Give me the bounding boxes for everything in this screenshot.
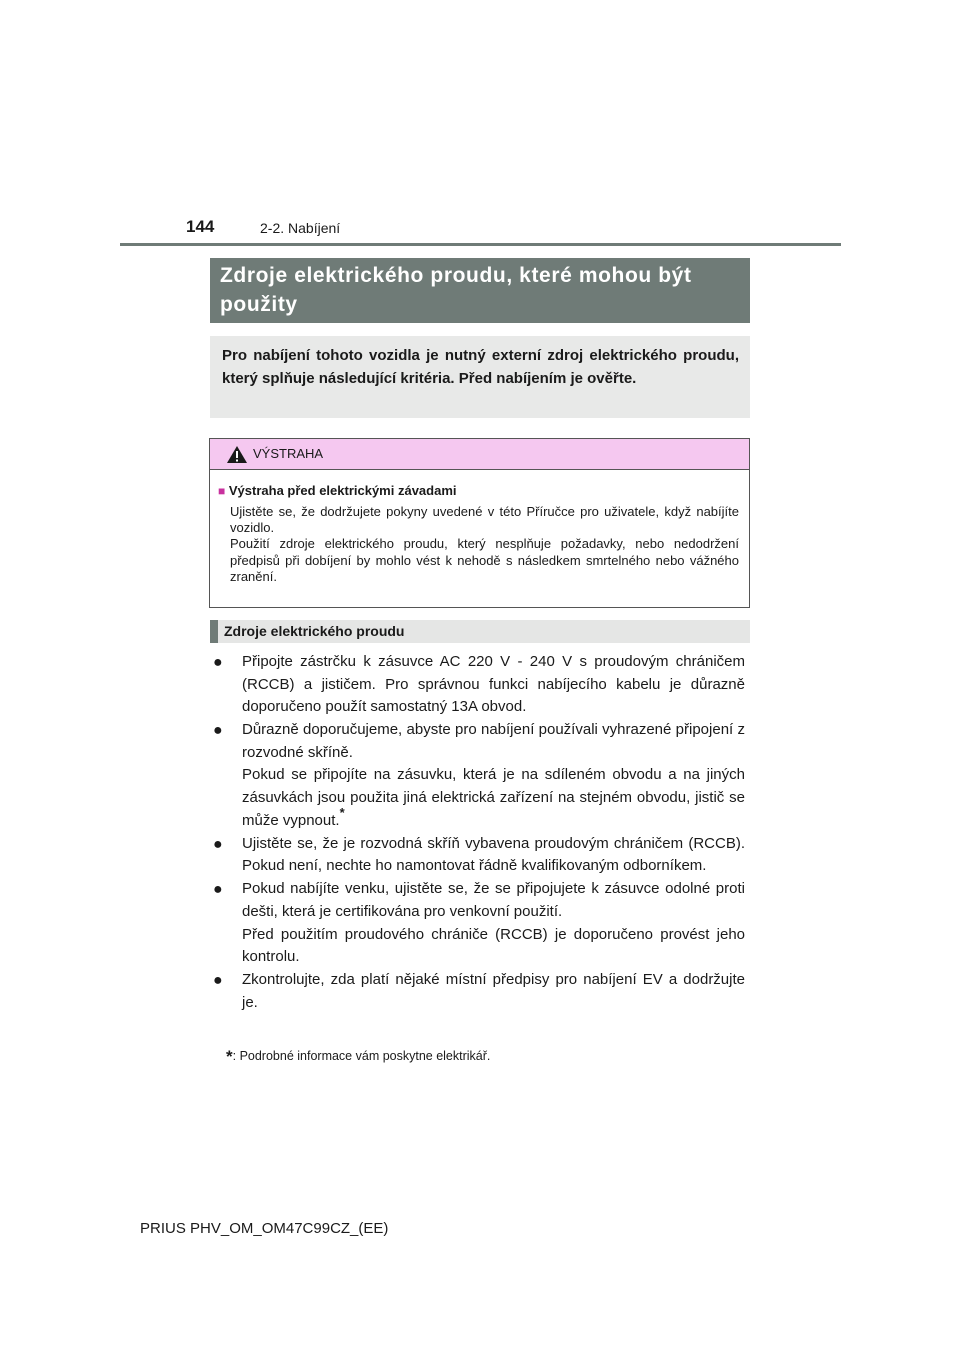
bullet-paragraph: Připojte zástrčku k zásuvce AC 220 V - 240 V s proudovým chráničem (RCCB) a jističem. Pro správnou funkci nabíjecího kabelu je důrazně doporučeno použít samostatný 13A obvod. (242, 653, 745, 716)
warning-label: VÝSTRAHA (253, 446, 324, 461)
list-item (213, 833, 745, 878)
page-title: Zdroje elektrického proudu, které mohou být použity (220, 264, 692, 316)
subsection-heading (210, 620, 750, 643)
header-rule (120, 243, 841, 246)
warning-subheading-text: Výstraha před elektrickými závadami (228, 483, 457, 498)
warning-paragraph: Použití zdroje elektrického proudu, který nesplňuje požadavky, nebo nedodržení předpisů při dobíjení by mohlo vést k nehodě s následkem smrtelného nebo vážného zranění. (230, 536, 739, 584)
bullet-paragraph: Pokud nabíjíte venku, ujistěte se, že se připojujete k zásuvce odolné proti dešti, která je certifikována pro venkovní použití. (242, 880, 745, 921)
footnote-asterisk: * (226, 1047, 233, 1066)
warning-paragraph: Ujistěte se, že dodržujete pokyny uvedené v této Příručce pro uživatele, když nabíjíte vozidlo. (230, 504, 739, 536)
warning-marker-icon: ■ (218, 484, 226, 498)
bullet-icon: ● (213, 722, 223, 740)
warning-subheading (218, 482, 739, 500)
title-bar (210, 258, 750, 323)
warning-box (209, 438, 750, 608)
bullet-icon: ● (213, 835, 223, 853)
list-item (213, 969, 745, 1014)
warning-text (230, 504, 739, 585)
list-item (213, 719, 745, 832)
bullet-icon: ● (213, 654, 223, 671)
section-label: 2-2. Nabíjení (260, 220, 341, 236)
warning-header (210, 439, 749, 470)
footnote-text: : Podrobné informace vám poskytne elektrikář. (232, 1049, 491, 1063)
footnote (226, 1045, 490, 1065)
subsection-title: Zdroje elektrického proudu (224, 623, 405, 639)
footer-document-code: PRIUS PHV_OM_OM47C99CZ_(EE) (140, 1220, 389, 1237)
warning-triangle-icon (226, 445, 248, 464)
intro-box (210, 336, 750, 418)
warning-body (210, 470, 749, 585)
bullet-list (213, 651, 745, 1015)
list-item (213, 651, 745, 719)
intro-text: Pro nabíjení tohoto vozidla je nutný externí zdroj elektrického proudu, který splňuje následující kritéria. Před nabíjením je ověřte. (222, 347, 739, 387)
bullet-icon: ● (213, 881, 223, 899)
bullet-paragraph: Důrazně doporučujeme, abyste pro nabíjení používali vyhrazené připojení z rozvodné skříně. (242, 721, 745, 761)
page-number: 144 (186, 217, 215, 236)
bullet-paragraph-text: Pokud se připojíte na zásuvku, která je na sdíleném obvodu a na jiných zásuvkách jsou použita jiná elektrická zařízení na stejném obvodu, jistič se může vypnout. (242, 766, 745, 829)
bullet-paragraph: Zkontrolujte, zda platí nějaké místní předpisy pro nabíjení EV a dodržujte je. (242, 971, 745, 1011)
bullet-paragraph: Ujistěte se, že je rozvodná skříň vybavena proudovým chráničem (RCCB). Pokud není, nechte ho namontovat řádně kvalifikovaným odborníkem. (242, 834, 745, 875)
footnote-mark: * (339, 804, 345, 820)
bullet-icon: ● (213, 972, 223, 990)
bullet-paragraph (242, 764, 745, 832)
list-item (213, 878, 745, 968)
bullet-paragraph: Před použitím proudového chrániče (RCCB) je doporučeno provést jeho kontrolu. (242, 925, 745, 966)
